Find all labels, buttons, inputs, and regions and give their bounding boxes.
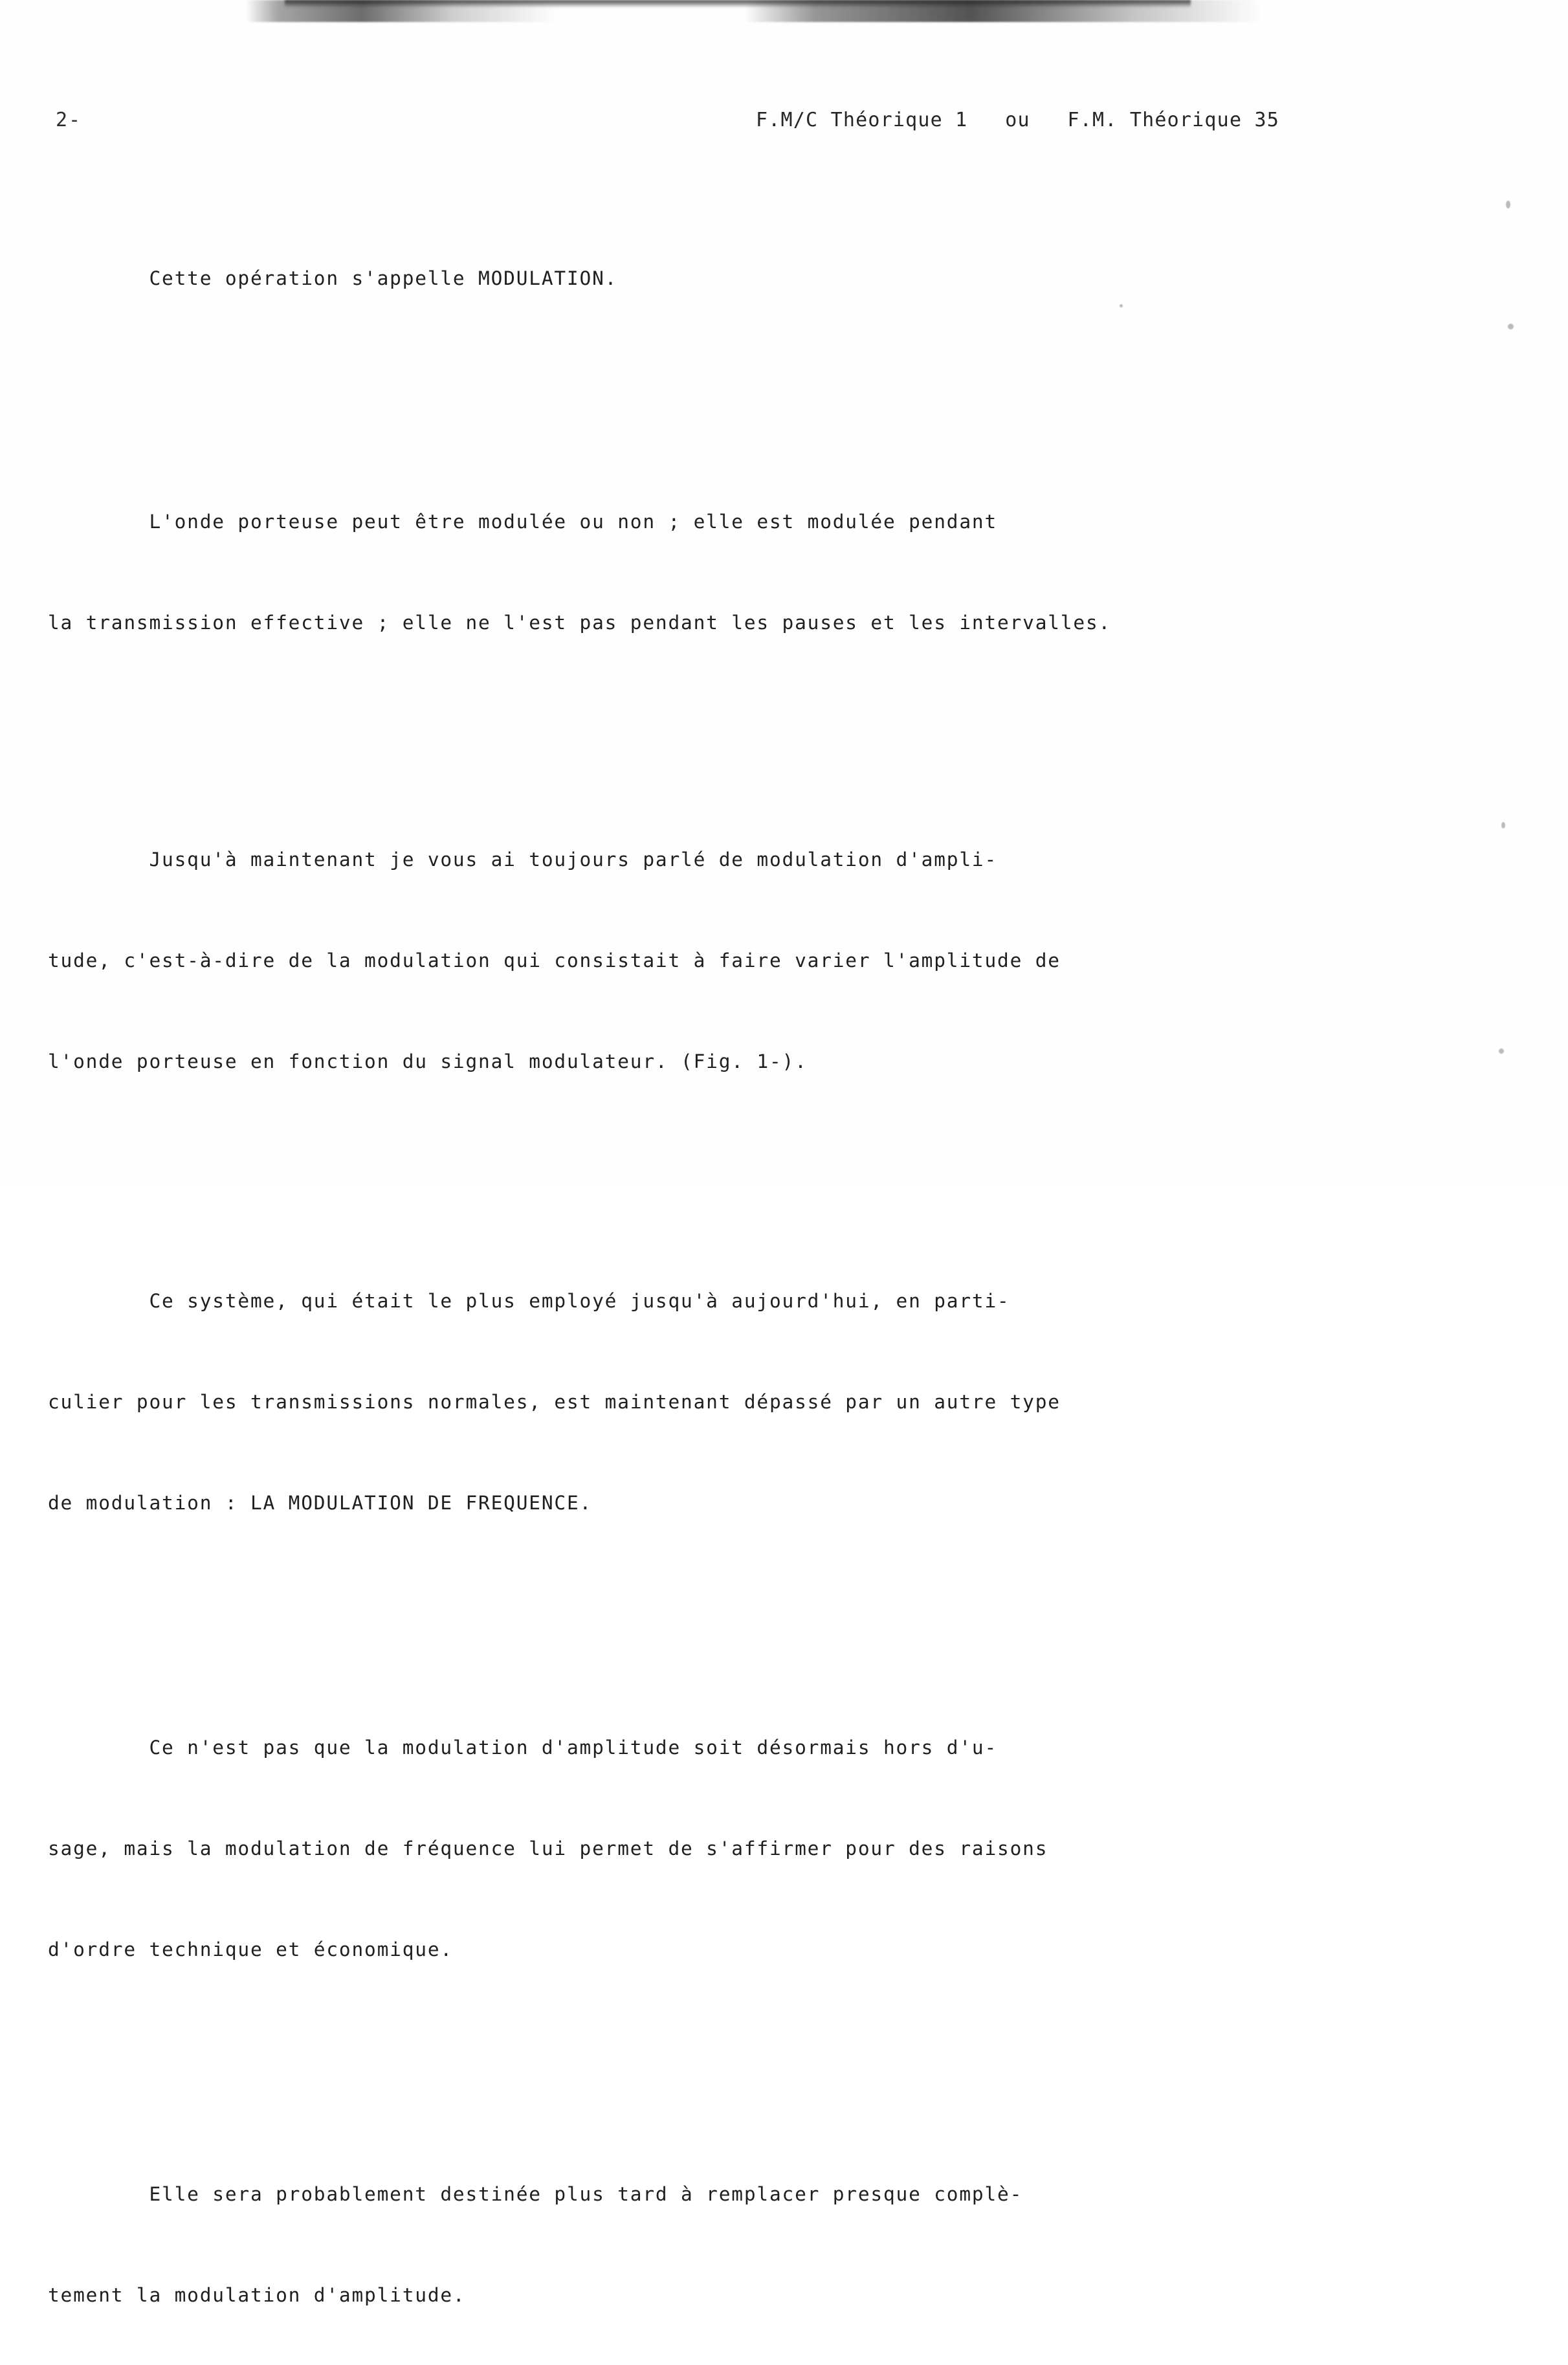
paragraph-line: de modulation : LA MODULATION DE FREQUENCE. [48, 1492, 593, 1514]
paragraph-3 [48, 775, 1523, 1146]
paragraph-line: Ce système, qui était le plus employé jusqu'à aujourd'hui, en parti- [48, 1290, 1010, 1312]
paragraph-line: culier pour les transmissions normales, est maintenant dépassé par un autre type [48, 1391, 1061, 1413]
document-body [48, 194, 1523, 2365]
paragraph-line: Cette opération s'appelle MODULATION. [48, 267, 618, 289]
paragraph-2 [48, 438, 1523, 707]
paragraph-line: sage, mais la modulation de fréquence lui permet de s'affirmer pour des raisons [48, 1838, 1048, 1860]
paragraph-line: Elle sera probablement destinée plus tard à remplacer presque complè- [48, 2183, 1023, 2205]
paragraph-4 [48, 1217, 1523, 1587]
page-header [0, 109, 1568, 139]
paragraph-5 [48, 1663, 1523, 2034]
paragraph-line: d'ordre technique et économique. [48, 1938, 453, 1960]
paragraph-6 [48, 2110, 1523, 2365]
paragraph-line: Jusqu'à maintenant je vous ai toujours parlé de modulation d'ampli- [48, 849, 998, 871]
paragraph-line: la transmission effective ; elle ne l'est pas pendant les pauses et les intervalles. [48, 612, 1112, 634]
paragraph-line: tement la modulation d'amplitude. [48, 2284, 466, 2306]
paragraph-line: l'onde porteuse en fonction du signal modulateur. (Fig. 1-). [48, 1050, 808, 1072]
page-number: 2- [56, 109, 82, 131]
document-reference-title: F.M/C Théorique 1 ou F.M. Théorique 35 [756, 109, 1279, 131]
paragraph-line: tude, c'est-à-dire de la modulation qui consistait à faire varier l'amplitude de [48, 949, 1061, 972]
paragraph-line: L'onde porteuse peut être modulée ou non ; elle est modulée pendant [48, 511, 998, 533]
paragraph-line: Ce n'est pas que la modulation d'amplitude soit désormais hors d'u- [48, 1737, 998, 1759]
paragraph-1 [48, 194, 1523, 362]
